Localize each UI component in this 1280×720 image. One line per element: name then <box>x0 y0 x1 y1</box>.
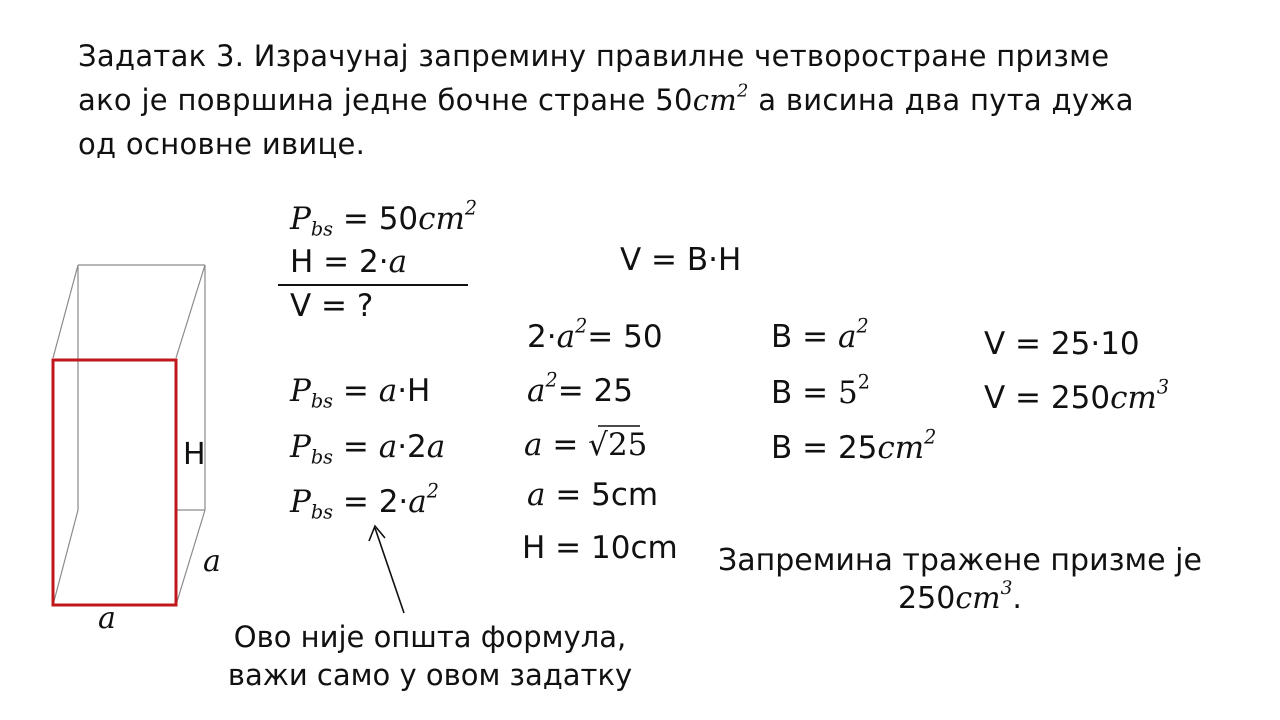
label-h: H <box>183 437 206 472</box>
volume-formula: V = B·H <box>620 242 742 278</box>
lateral-face-highlight <box>53 360 176 605</box>
problem-line-2: ако је површина једне бочне стране $50cm^2$ а висина два пута дужа <box>78 80 1134 117</box>
solve-line-3: a = √25 <box>524 427 648 463</box>
top-left-edge <box>53 265 78 358</box>
solve-line-4: a = 5cm <box>527 477 659 513</box>
base-line-1: $B = a^2$ <box>771 314 869 355</box>
base-line-2: $B = 5^2$ <box>771 370 870 411</box>
problem-line-1: Задатак 3. Израчунај запремину правилне четворостране призме <box>78 39 1110 73</box>
bottom-left-edge <box>53 510 78 605</box>
note-arrow <box>375 528 404 613</box>
given-unknown: V = ? <box>290 288 374 324</box>
problem-line-3: од основне ивице. <box>78 127 366 161</box>
derivation-line-1: $P_{bs} = a\cdot H$ <box>290 373 431 413</box>
derivation-line-3: $P_{bs} = 2\cdot a^2$ <box>290 479 439 524</box>
derivation-line-2: $P_{bs} = a\cdot 2a$ <box>290 429 446 469</box>
volume-line-2: $V = 250cm^3$ <box>984 375 1170 416</box>
arrow-note <box>190 618 670 694</box>
volume-line-1: V = 25·10 <box>984 326 1140 362</box>
conclusion-line-1: Запремина тражене призме је <box>718 543 1202 578</box>
top-right-edge <box>176 265 205 358</box>
base-line-3: $B = 25cm^2$ <box>771 425 937 466</box>
label-a-side: a <box>203 544 221 579</box>
solve-line-2: $a^2= 25$ <box>527 368 633 409</box>
given-height: H = 2·a <box>290 244 408 280</box>
conclusion <box>700 542 1220 618</box>
note-line-2: важи само у овом задатку <box>227 658 633 692</box>
prism-edges <box>53 265 205 605</box>
note-line-1: Ово није општа формула, <box>233 620 627 654</box>
given-area: $P_{bs} = 50cm^2$ <box>290 196 478 241</box>
solve-line-5: H = 10cm <box>522 530 678 566</box>
bottom-right-edge <box>176 510 205 605</box>
label-a-bottom: a <box>98 601 116 636</box>
conclusion-line-2: $250cm^3$. <box>898 578 1022 616</box>
solve-line-1: $2\cdot a^2= 50$ <box>527 314 663 355</box>
